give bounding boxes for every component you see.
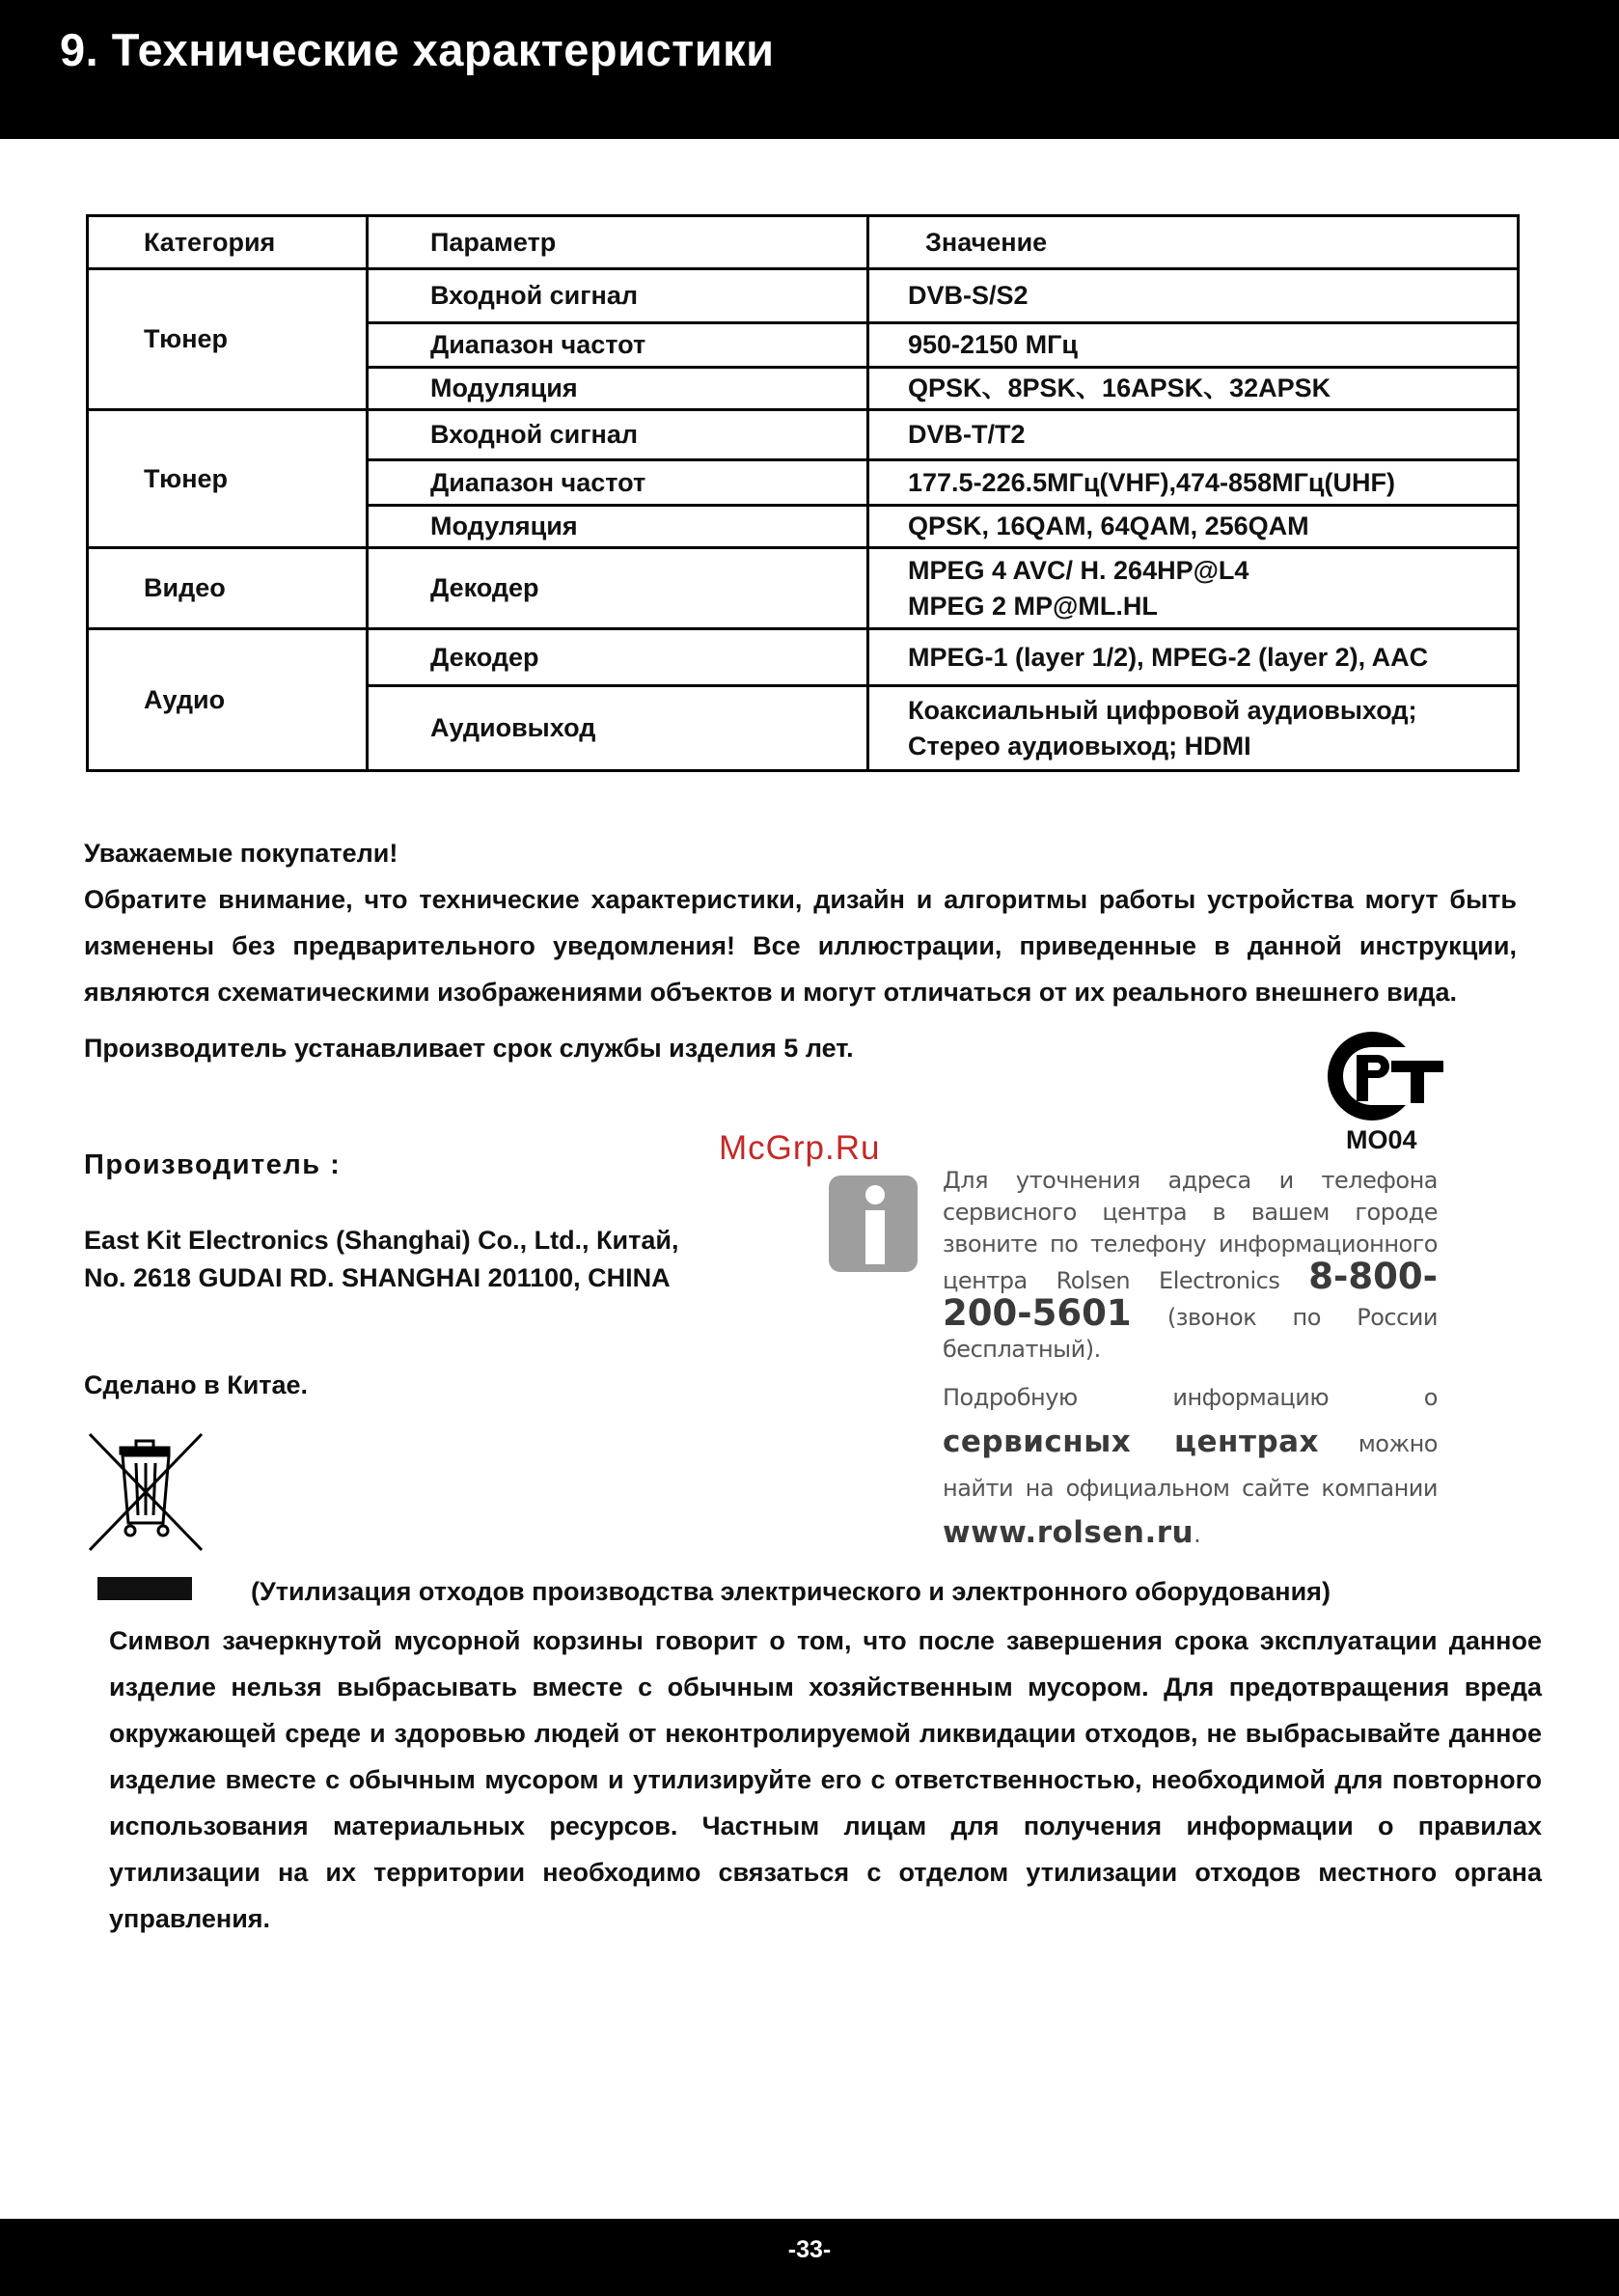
gost-certification-icon xyxy=(1324,1028,1449,1129)
table-row xyxy=(88,269,1519,323)
page-title: 9. Технические характеристики xyxy=(60,24,775,75)
service-phone-note: (звонок по России бесплатный). xyxy=(943,1304,1438,1363)
table-row xyxy=(88,629,1519,686)
category-cell: Аудио xyxy=(88,629,368,771)
notice-greeting: Уважаемые покупатели! xyxy=(84,839,398,868)
service-phone: 8-800-200-5601 xyxy=(943,1256,1438,1334)
parameter-cell: Диапазон частот xyxy=(368,323,868,368)
spec-table xyxy=(86,214,1520,772)
value-cell: 950-2150 МГц xyxy=(868,323,1519,368)
value-cell: QPSK、8PSK、16APSK、32APSK xyxy=(868,368,1519,410)
crossed-bin-icon xyxy=(86,1430,206,1559)
value-line: Стерео аудиовыход; HDMI xyxy=(908,731,1251,761)
made-in-text: Сделано в Китае. xyxy=(84,1370,309,1399)
header-category: Категория xyxy=(88,216,368,269)
service-life-text: Производитель устанавливает срок службы изделия 5 лет. xyxy=(84,1034,854,1063)
manufacturer-title: Производитель : xyxy=(84,1149,342,1180)
notice-block xyxy=(84,830,1517,1015)
recycling-title: (Утилизация отходов производства электрического и электронного оборудования) xyxy=(251,1577,1331,1606)
more-bold: сервисных центрах xyxy=(943,1425,1320,1459)
value-line: MPEG 4 AVC/ H. 264HP@L4 xyxy=(908,555,1249,585)
table-row xyxy=(88,410,1519,460)
website-link[interactable]: www.rolsen.ru xyxy=(943,1515,1194,1550)
category-cell: Тюнер xyxy=(88,410,368,548)
parameter-cell: Декодер xyxy=(368,548,868,629)
service-more-text xyxy=(943,1375,1438,1557)
header-bar xyxy=(0,0,1619,139)
value-cell: MPEG-1 (layer 1/2), MPEG-2 (layer 2), AAC xyxy=(868,629,1519,686)
header-parameter: Параметр xyxy=(368,216,868,269)
value-line: Коаксиальный цифровой аудиовыход; xyxy=(908,695,1417,725)
watermark: McGrp.Ru xyxy=(719,1129,881,1167)
service-info-body: Для уточнения адреса и телефона сервисного центра в вашем городе звоните по телефону информационного центра Rolsen Electronics xyxy=(943,1167,1438,1294)
recycling-text: Символ зачеркнутой мусорной корзины говорит о том, что после завершения срока эксплуатации данное изделие нельзя выбрасывать вместе с обычным хозяйственным мусором. Для предотвращения вреда окружающей среде и здоровью людей от неконтролируемой ликвидации отходов, не выбрасывайте данное изделие вместе с обычным мусором и утилизируйте его с ответственностью, необходимой для повторного использования материальных ресурсов. Частным лицам для получения информации о правилах утилизации на их территории необходимо связаться с отделом утилизации отходов местного органа управления. xyxy=(109,1626,1542,1933)
service-info-text xyxy=(943,1165,1438,1366)
parameter-cell: Модуляция xyxy=(368,368,868,410)
manufacturer-address xyxy=(84,1222,678,1297)
value-cell xyxy=(868,686,1519,771)
page-number: -33- xyxy=(787,2236,832,2263)
category-cell: Видео xyxy=(88,548,368,629)
value-cell: QPSK, 16QAM, 64QAM, 256QAM xyxy=(868,506,1519,548)
parameter-cell: Модуляция xyxy=(368,506,868,548)
notice-text: Обратите внимание, что технические характеристики, дизайн и алгоритмы работы устройства могут быть изменены без предварительного уведомления! Все иллюстрации, приведенные в данной инструкции, являются схематическими изображениями объектов и могут отличаться от их реального внешнего вида. xyxy=(84,885,1517,1007)
certification-code: МО04 xyxy=(1346,1125,1417,1154)
address-line: No. 2618 GUDAI RD. SHANGHAI 201100, CHINA xyxy=(84,1263,671,1292)
parameter-cell: Входной сигнал xyxy=(368,269,868,323)
more-prefix: Подробную информацию о xyxy=(943,1384,1438,1411)
value-line: MPEG 2 MP@ML.HL xyxy=(908,591,1158,621)
value-cell: DVB-T/T2 xyxy=(868,410,1519,460)
address-line: East Kit Electronics (Shanghai) Co., Ltd., Китай, xyxy=(84,1226,679,1255)
weee-bar xyxy=(97,1577,192,1600)
value-cell xyxy=(868,548,1519,629)
parameter-cell: Диапазон частот xyxy=(368,460,868,506)
parameter-cell: Аудиовыход xyxy=(368,686,868,771)
table-header-row xyxy=(88,216,1519,269)
category-cell: Тюнер xyxy=(88,269,368,410)
info-icon xyxy=(829,1176,918,1277)
value-cell: 177.5-226.5МГц(VHF),474-858МГц(UHF) xyxy=(868,460,1519,506)
parameter-cell: Входной сигнал xyxy=(368,410,868,460)
value-cell: DVB-S/S2 xyxy=(868,269,1519,323)
header-value: Значение xyxy=(868,216,1519,269)
table-row xyxy=(88,548,1519,629)
footer-bar xyxy=(0,2219,1619,2296)
more-suffix: . xyxy=(1194,1521,1201,1548)
parameter-cell: Декодер xyxy=(368,629,868,686)
more-middle: можно найти на официальном сайте компании xyxy=(943,1430,1438,1502)
